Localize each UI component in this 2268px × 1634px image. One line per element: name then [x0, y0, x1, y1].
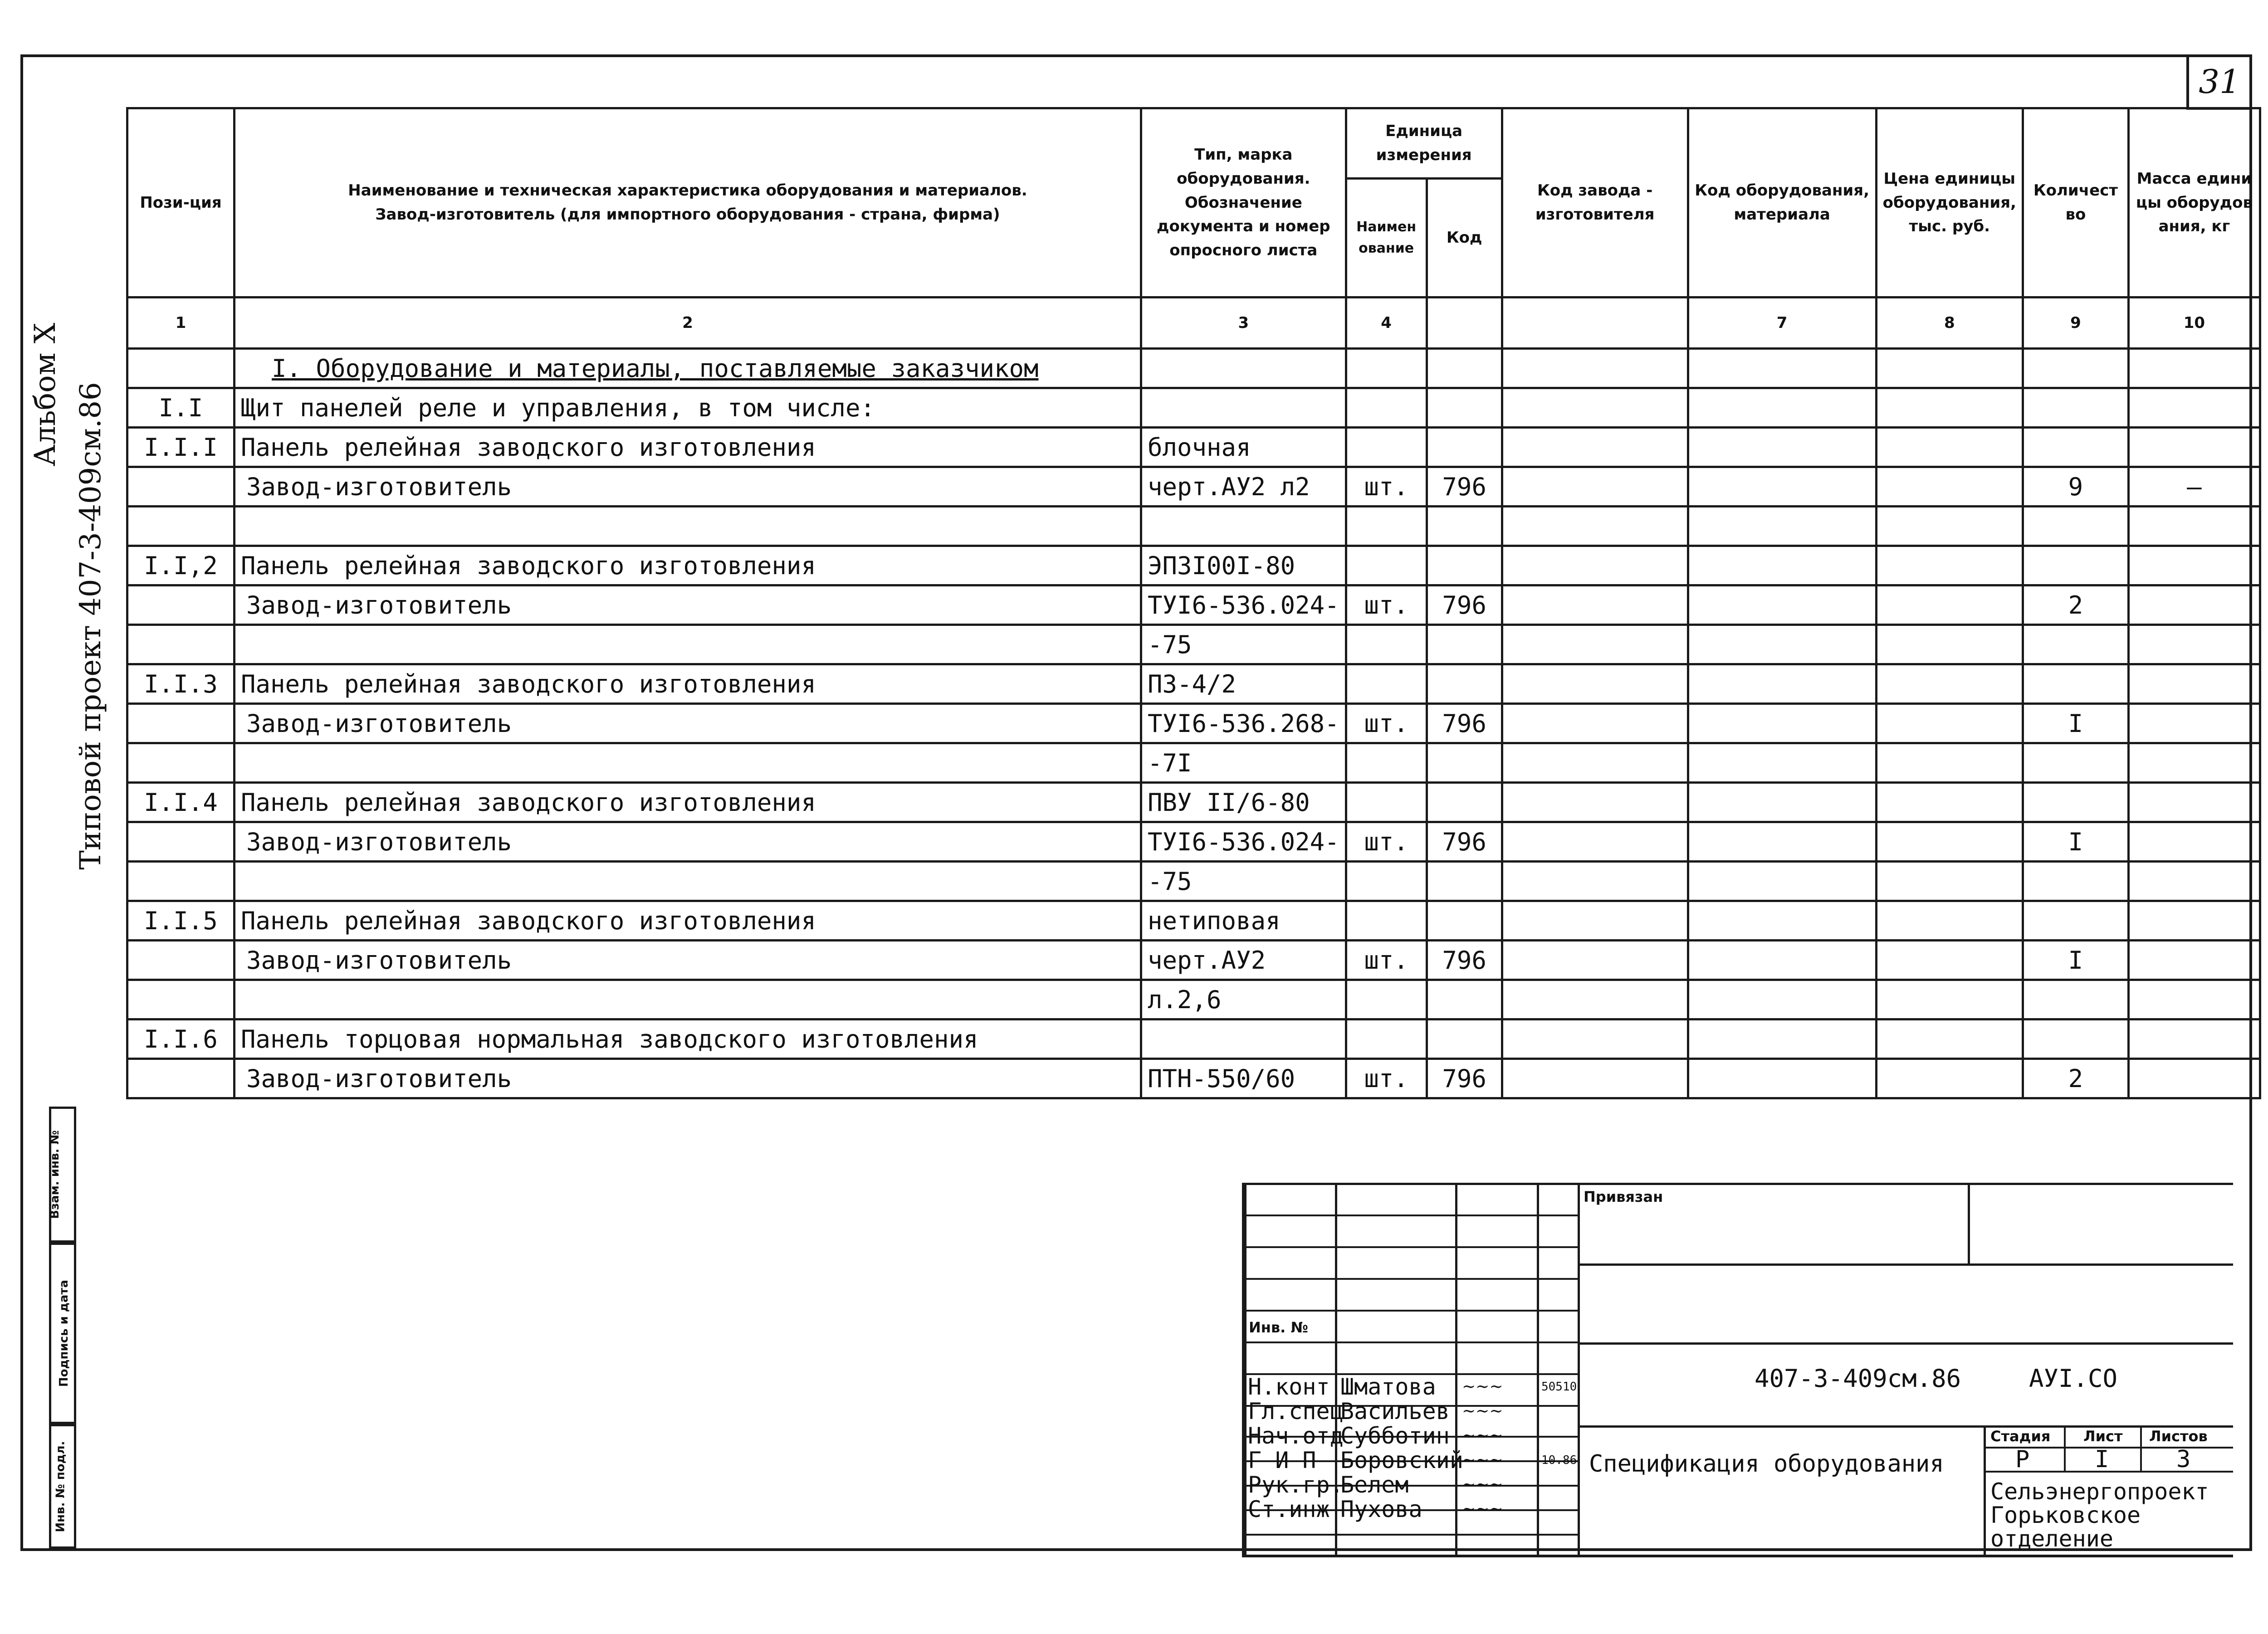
table-row: [127, 428, 2260, 467]
cell-plant-code: [1502, 862, 1688, 901]
cell-pos: [127, 467, 235, 507]
cell-price: [1876, 783, 2023, 822]
cell-qty: [2023, 507, 2128, 546]
spec-body: [127, 388, 2260, 1098]
cell-plant-code: [1502, 546, 1688, 585]
cell-equip-code: [1688, 625, 1876, 664]
signature-mark: ~~~: [1462, 1475, 1503, 1494]
signer-role: Нач.отд: [1248, 1423, 1344, 1449]
doc-code: 407-3-409см.86: [1755, 1364, 1961, 1393]
cell-plant-code: [1502, 743, 1688, 783]
cell-price: [1876, 862, 2023, 901]
cell-mass: [2128, 901, 2260, 941]
cell-type: [1141, 388, 1346, 428]
cell-equip-code: [1688, 783, 1876, 822]
sheets-value: 3: [2176, 1446, 2191, 1473]
cell-plant-code: [1502, 388, 1688, 428]
stamp-cell-inv: [49, 1424, 76, 1549]
org-line: Горьковское: [1990, 1502, 2141, 1528]
cell-name: Завод-изготовитель: [235, 941, 1141, 980]
header-unit-name: Наименование: [1346, 179, 1427, 298]
cell-mass: [2128, 862, 2260, 901]
sheet-value: I: [2095, 1446, 2109, 1473]
cell-equip-code: [1688, 901, 1876, 941]
cell-unit: шт.: [1346, 1059, 1427, 1098]
cell-price: [1876, 546, 2023, 585]
cell-price: [1876, 901, 2023, 941]
cell-equip-code: [1688, 1019, 1876, 1059]
cell-unit-code: [1427, 862, 1502, 901]
cell-price: [1876, 1019, 2023, 1059]
cell-type: ПЗ-4/2: [1141, 664, 1346, 704]
cell-unit: [1346, 388, 1427, 428]
cell-unit-code: 796: [1427, 822, 1502, 862]
col-num: 2: [235, 298, 1141, 349]
cell-type: черт.АУ2: [1141, 941, 1346, 980]
stamp-label: Инв. № подл.: [54, 1441, 68, 1532]
cell-qty: [2023, 388, 2128, 428]
cell-mass: [2128, 625, 2260, 664]
signer-role: Г И П: [1248, 1447, 1316, 1473]
col-num: 8: [1876, 298, 2023, 349]
sheets-label: Листов: [2149, 1428, 2208, 1445]
cell-equip-code: [1688, 467, 1876, 507]
cell-unit-code: 796: [1427, 941, 1502, 980]
cell-plant-code: [1502, 941, 1688, 980]
table-row: [127, 507, 2260, 546]
cell-name: Завод-изготовитель: [235, 704, 1141, 743]
cell-unit: [1346, 743, 1427, 783]
cell-unit: [1346, 625, 1427, 664]
cell-qty: [2023, 901, 2128, 941]
cell-equip-code: [1688, 822, 1876, 862]
cell-name: Завод-изготовитель: [235, 467, 1141, 507]
cell-unit: шт.: [1346, 585, 1427, 625]
cell-price: [1876, 822, 2023, 862]
cell-type: ТУI6-536.268-: [1141, 704, 1346, 743]
sheet-label: Лист: [2083, 1428, 2123, 1445]
cell-pos: I.I.3: [127, 664, 235, 704]
cell-qty: I: [2023, 704, 2128, 743]
cell-unit-code: [1427, 980, 1502, 1019]
cell-mass: [2128, 585, 2260, 625]
cell-equip-code: [1688, 862, 1876, 901]
stage-label: Стадия: [1990, 1428, 2051, 1445]
header-unit-code: Код: [1427, 179, 1502, 298]
cell-mass: [2128, 428, 2260, 467]
cell-unit: [1346, 901, 1427, 941]
cell-equip-code: [1688, 980, 1876, 1019]
cell-equip-code: [1688, 664, 1876, 704]
cell-qty: [2023, 783, 2128, 822]
cell-plant-code: [1502, 664, 1688, 704]
cell-unit: [1346, 1019, 1427, 1059]
cell-unit: шт.: [1346, 822, 1427, 862]
cell-type: [1141, 507, 1346, 546]
sheet-number: 31: [2186, 56, 2250, 110]
cell-name: Завод-изготовитель: [235, 585, 1141, 625]
cell-pos: I.I,2: [127, 546, 235, 585]
cell-name: Панель релейная заводского изготовления: [235, 664, 1141, 704]
cell-equip-code: [1688, 428, 1876, 467]
stamp-cell-replace: [49, 1107, 76, 1243]
cell-pos: I.I.I: [127, 428, 235, 467]
cell-equip-code: [1688, 704, 1876, 743]
table-row: [127, 546, 2260, 585]
table-row: [127, 862, 2260, 901]
cell-unit-code: [1427, 428, 1502, 467]
cell-name: Панель релейная заводского изготовления: [235, 901, 1141, 941]
cell-qty: [2023, 546, 2128, 585]
cell-plant-code: [1502, 783, 1688, 822]
cell-unit: [1346, 862, 1427, 901]
section-row: [127, 349, 2260, 388]
cell-name: [235, 980, 1141, 1019]
cell-name: Панель релейная заводского изготовления: [235, 783, 1141, 822]
cell-price: [1876, 428, 2023, 467]
cell-plant-code: [1502, 704, 1688, 743]
cell-unit-code: [1427, 901, 1502, 941]
section-title: I. Оборудование и материалы, поставляемые заказчиком: [235, 349, 1141, 388]
table-row: [127, 901, 2260, 941]
cell-qty: 2: [2023, 1059, 2128, 1098]
cell-qty: [2023, 625, 2128, 664]
stage-value: Р: [2015, 1446, 2030, 1473]
cell-price: [1876, 941, 2023, 980]
cell-pos: [127, 980, 235, 1019]
cell-qty: [2023, 862, 2128, 901]
cell-mass: [2128, 664, 2260, 704]
header-row: [127, 108, 2260, 179]
cell-unit: [1346, 980, 1427, 1019]
signer-name: Боровский: [1340, 1447, 1463, 1473]
header-unit: Единица измерения: [1346, 108, 1502, 179]
stamp-label: Взам. инв. №: [48, 1130, 62, 1219]
signer-name: Белем: [1340, 1472, 1409, 1498]
cell-unit-code: 796: [1427, 467, 1502, 507]
cell-type: -75: [1141, 625, 1346, 664]
cell-pos: [127, 1059, 235, 1098]
inv-no-label: Инв. №: [1249, 1319, 1308, 1336]
stamp-cell-sign: [49, 1243, 76, 1424]
sheet-code: АУI.СО: [2029, 1364, 2118, 1393]
col-num: 7: [1688, 298, 1876, 349]
title-block: [1242, 1183, 2233, 1557]
header-type: Тип, марка оборудования. Обозначение документа и номер опросного листа: [1141, 108, 1346, 298]
cell-type: -7I: [1141, 743, 1346, 783]
cell-plant-code: [1502, 1019, 1688, 1059]
cell-unit-code: [1427, 546, 1502, 585]
signer-role: Н.конт: [1248, 1374, 1330, 1400]
cell-type: ТУI6-536.024-: [1141, 585, 1346, 625]
cell-qty: 9: [2023, 467, 2128, 507]
cell-qty: [2023, 1019, 2128, 1059]
cell-price: [1876, 467, 2023, 507]
header-name-line2: Завод-изготовитель (для импортного оборудования - страна, фирма): [375, 205, 1000, 224]
cell-name: Панель релейная заводского изготовления: [235, 546, 1141, 585]
cell-mass: [2128, 507, 2260, 546]
cell-plant-code: [1502, 507, 1688, 546]
cell-equip-code: [1688, 546, 1876, 585]
cell-unit: шт.: [1346, 941, 1427, 980]
cell-equip-code: [1688, 388, 1876, 428]
header-equip-code: Код оборудования, материала: [1688, 108, 1876, 298]
cell-name: Панель торцовая нормальная заводского изготовления: [235, 1019, 1141, 1059]
cell-name: [235, 507, 1141, 546]
cell-mass: [2128, 743, 2260, 783]
table-row: [127, 388, 2260, 428]
cell-price: [1876, 1059, 2023, 1098]
cell-plant-code: [1502, 1059, 1688, 1098]
cell-type: нетиповая: [1141, 901, 1346, 941]
cell-type: ПТН-550/60: [1141, 1059, 1346, 1098]
header-qty: Количество: [2023, 108, 2128, 298]
cell-pos: I.I.5: [127, 901, 235, 941]
cell-mass: [2128, 980, 2260, 1019]
cell-equip-code: [1688, 743, 1876, 783]
cell-type: блочная: [1141, 428, 1346, 467]
col-num: 3: [1141, 298, 1346, 349]
cell-equip-code: [1688, 941, 1876, 980]
cell-price: [1876, 507, 2023, 546]
header-price: Цена единицы оборудования, тыс. руб.: [1876, 108, 2023, 298]
signature-mark: ~~~: [1462, 1451, 1503, 1469]
organization: [1990, 1480, 2209, 1551]
cell-pos: [127, 704, 235, 743]
cell-unit-code: [1427, 743, 1502, 783]
table-row: [127, 585, 2260, 625]
cell-price: [1876, 585, 2023, 625]
side-stamp: [49, 1107, 122, 1549]
cell-price: [1876, 664, 2023, 704]
signer-name: Васильев: [1340, 1398, 1450, 1424]
cell-name: [235, 625, 1141, 664]
table-row: [127, 822, 2260, 862]
cell-plant-code: [1502, 980, 1688, 1019]
col-num: [1427, 298, 1502, 349]
cell-unit-code: 796: [1427, 585, 1502, 625]
cell-mass: [2128, 941, 2260, 980]
cell-plant-code: [1502, 625, 1688, 664]
col-num: 10: [2128, 298, 2260, 349]
cell-pos: I.I.6: [127, 1019, 235, 1059]
signer-role: Гл.спец: [1248, 1398, 1344, 1424]
cell-mass: [2128, 388, 2260, 428]
cell-name: Щит панелей реле и управления, в том числе:: [235, 388, 1141, 428]
cell-type: -75: [1141, 862, 1346, 901]
cell-name: [235, 743, 1141, 783]
org-line: отделение: [1990, 1526, 2113, 1552]
table-row: [127, 467, 2260, 507]
table-row: [127, 664, 2260, 704]
cell-mass: [2128, 783, 2260, 822]
cell-unit-code: [1427, 625, 1502, 664]
cell-qty: I: [2023, 941, 2128, 980]
cell-qty: [2023, 743, 2128, 783]
header-name-line1: Наименование и техническая характеристика оборудования и материалов.: [348, 181, 1027, 200]
cell-pos: [127, 625, 235, 664]
cell-unit-code: [1427, 664, 1502, 704]
table-row: [127, 941, 2260, 980]
cell-mass: [2128, 822, 2260, 862]
signature-mark: ~~~: [1462, 1377, 1503, 1396]
cell-equip-code: [1688, 585, 1876, 625]
table-row: [127, 743, 2260, 783]
cell-qty: [2023, 428, 2128, 467]
col-num: 4: [1346, 298, 1427, 349]
cell-name: Панель релейная заводского изготовления: [235, 428, 1141, 467]
cell-plant-code: [1502, 585, 1688, 625]
cell-price: [1876, 625, 2023, 664]
cell-type: [1141, 1019, 1346, 1059]
cell-qty: 2: [2023, 585, 2128, 625]
privyazan-label: Привязан: [1584, 1188, 1663, 1205]
cell-price: [1876, 743, 2023, 783]
cell-unit-code: [1427, 507, 1502, 546]
cell-price: [1876, 388, 2023, 428]
header-mass: Масса единицы оборудования, кг: [2128, 108, 2260, 298]
signer-date: 50510: [1541, 1380, 1577, 1394]
cell-price: [1876, 980, 2023, 1019]
cell-mass: [2128, 1019, 2260, 1059]
cell-type: черт.АУ2 л2: [1141, 467, 1346, 507]
signature-mark: ~~~: [1462, 1500, 1503, 1518]
cell-qty: [2023, 980, 2128, 1019]
cell-unit-code: 796: [1427, 1059, 1502, 1098]
cell-pos: [127, 507, 235, 546]
cell-pos: [127, 941, 235, 980]
cell-unit-code: 796: [1427, 704, 1502, 743]
cell-mass: –: [2128, 467, 2260, 507]
cell-unit: [1346, 664, 1427, 704]
doc-title: Спецификация оборудования: [1589, 1450, 1944, 1478]
cell-pos: [127, 862, 235, 901]
cell-type: л.2,6: [1141, 980, 1346, 1019]
signature-mark: ~~~: [1462, 1426, 1503, 1445]
cell-qty: [2023, 664, 2128, 704]
cell-unit: шт.: [1346, 704, 1427, 743]
cell-pos: [127, 822, 235, 862]
cell-pos: [127, 585, 235, 625]
album-side-label: Альбом X: [29, 322, 62, 467]
cell-mass: [2128, 1059, 2260, 1098]
col-num: [1502, 298, 1688, 349]
header-name: [235, 108, 1141, 298]
cell-pos: I.I.4: [127, 783, 235, 822]
cell-plant-code: [1502, 467, 1688, 507]
table-row: [127, 1019, 2260, 1059]
cell-plant-code: [1502, 822, 1688, 862]
stamp-label: Подпись и дата: [57, 1279, 71, 1387]
signer-role: Рук.гр.: [1248, 1472, 1344, 1498]
cell-mass: [2128, 546, 2260, 585]
table-row: [127, 704, 2260, 743]
col-num: 1: [127, 298, 235, 349]
cell-name: Завод-изготовитель: [235, 822, 1141, 862]
cell-name: Завод-изготовитель: [235, 1059, 1141, 1098]
cell-unit: [1346, 428, 1427, 467]
signer-name: Пухова: [1340, 1496, 1422, 1522]
table-row: [127, 980, 2260, 1019]
signature-mark: ~~~: [1462, 1402, 1503, 1420]
table-row: [127, 1059, 2260, 1098]
column-number-row: [127, 298, 2260, 349]
cell-plant-code: [1502, 901, 1688, 941]
cell-type: ТУI6-536.024-: [1141, 822, 1346, 862]
cell-unit-code: [1427, 388, 1502, 428]
signer-role: Ст.инж: [1248, 1496, 1330, 1522]
signer-name: Субботин: [1340, 1423, 1450, 1449]
header-plant-code: Код завода - изготовителя: [1502, 108, 1688, 298]
cell-unit: шт.: [1346, 467, 1427, 507]
cell-unit: [1346, 507, 1427, 546]
cell-mass: [2128, 704, 2260, 743]
cell-unit-code: [1427, 783, 1502, 822]
cell-unit: [1346, 546, 1427, 585]
cell-type: ПВУ II/6-80: [1141, 783, 1346, 822]
org-line: Сельэнергопроект: [1990, 1478, 2209, 1505]
project-side-label: Типовой проект 407-3-409см.86: [74, 382, 108, 870]
cell-plant-code: [1502, 428, 1688, 467]
cell-unit-code: [1427, 1019, 1502, 1059]
cell-name: [235, 862, 1141, 901]
cell-pos: I.I: [127, 388, 235, 428]
cell-equip-code: [1688, 507, 1876, 546]
cell-qty: I: [2023, 822, 2128, 862]
col-num: 9: [2023, 298, 2128, 349]
table-row: [127, 625, 2260, 664]
cell-unit: [1346, 783, 1427, 822]
cell-equip-code: [1688, 1059, 1876, 1098]
cell-type: ЭПЗI00I-80: [1141, 546, 1346, 585]
header-pos: Пози-ция: [127, 108, 235, 298]
table-row: [127, 783, 2260, 822]
signer-date: 10.86: [1541, 1454, 1577, 1467]
signer-name: Шматова: [1340, 1374, 1436, 1400]
specification-table: [126, 107, 2261, 1099]
cell-price: [1876, 704, 2023, 743]
cell-pos: [127, 743, 235, 783]
